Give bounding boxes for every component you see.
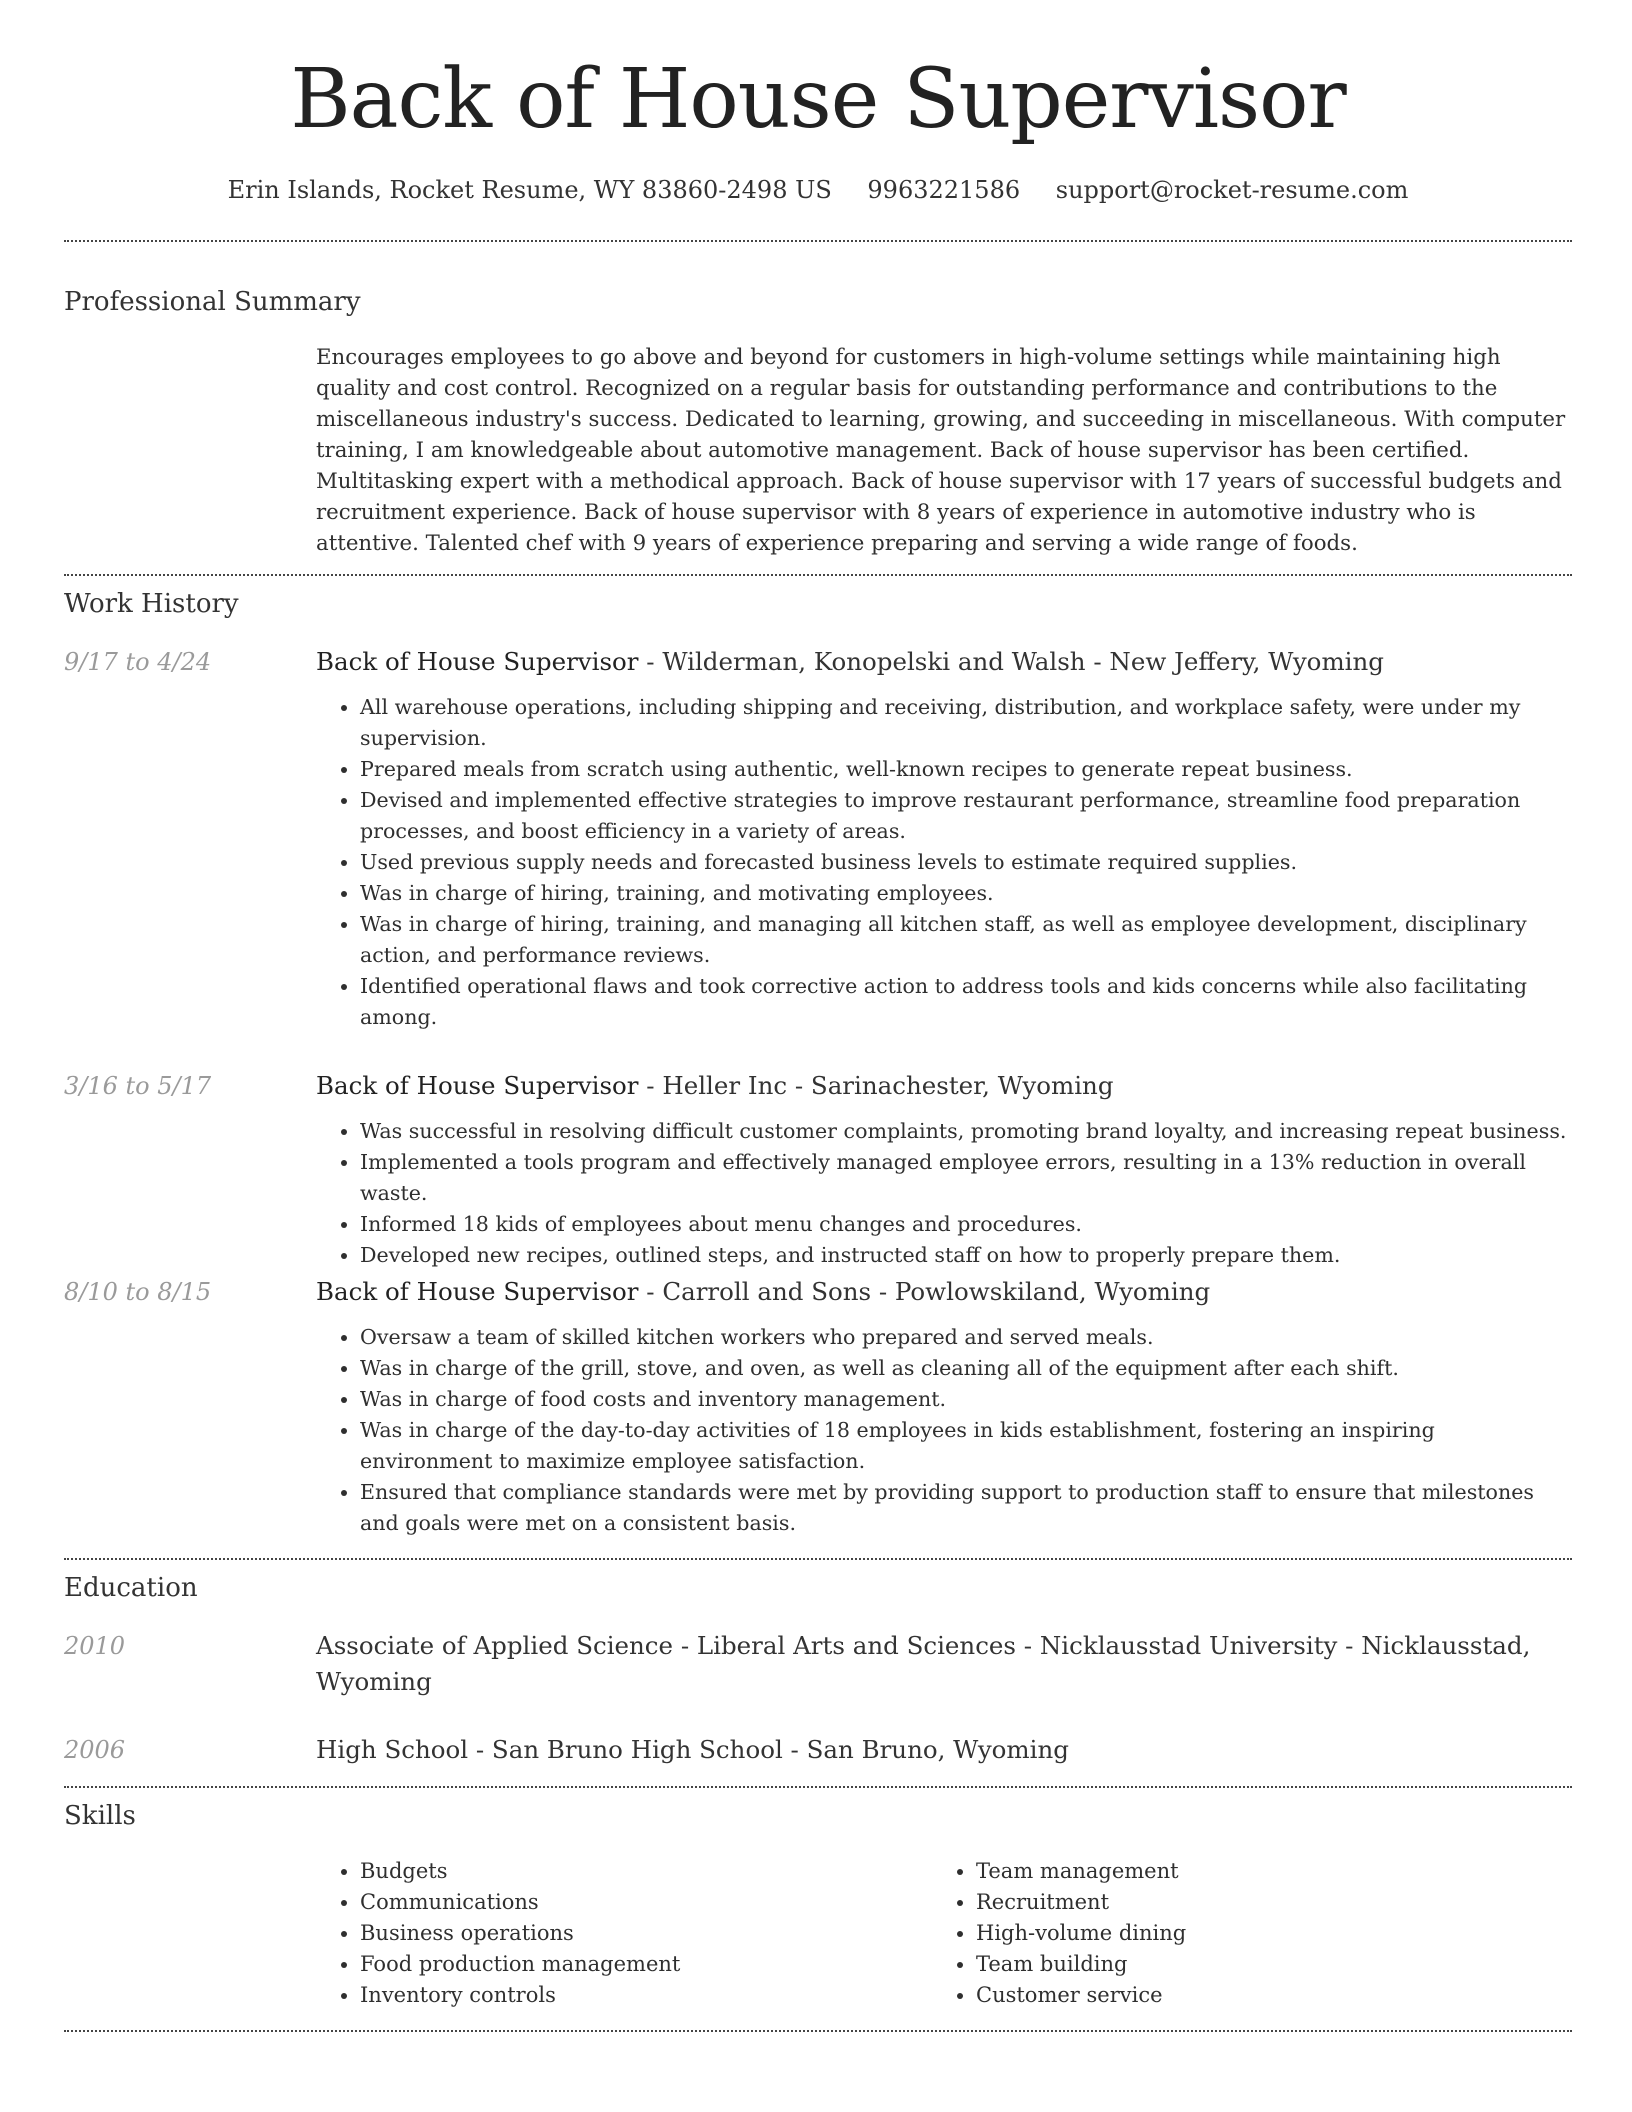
education-degree: High School: [316, 1735, 469, 1764]
candidate-name: Back of House Supervisor: [290, 52, 1346, 147]
education-school: - Nicklausstad University - Nicklausstad, Wyoming: [316, 1631, 1531, 1696]
education-school: - San Bruno High School - San Bruno, Wyoming: [468, 1735, 1069, 1764]
job-bullet: • Identified operational flaws and took corrective action to address tools and kids concerns while also facilitating among.: [360, 971, 1572, 1033]
job-heading: [316, 1274, 1572, 1310]
skill-item: • Food production management: [360, 1949, 916, 1980]
skills-list: [316, 1856, 916, 2011]
skill-item: • Budgets: [360, 1856, 916, 1887]
skills-column-left: [316, 1856, 916, 2011]
job-role: Back of House Supervisor: [316, 1277, 639, 1306]
job-bullet: • Ensured that compliance standards were met by providing support to production staff to ensure that milestones and goals were met on a consistent basis.: [360, 1477, 1572, 1539]
job-entry: [316, 1068, 1572, 1271]
job-bullet: • Informed 18 kids of employees about menu changes and procedures.: [360, 1209, 1572, 1240]
job-employer: - Carroll and Sons - Powlowskiland, Wyoming: [638, 1277, 1211, 1306]
job-bullet: • Was in charge of food costs and inventory management.: [360, 1384, 1572, 1415]
summary-block: [316, 342, 1572, 559]
skill-item: • High-volume dining: [976, 1918, 1532, 1949]
skill-item: • Recruitment: [976, 1887, 1532, 1918]
job-entry: [316, 644, 1572, 1033]
skill-item: • Team management: [976, 1856, 1532, 1887]
education-entry: [316, 1732, 1572, 1768]
section-title-education: Education: [64, 1573, 198, 1603]
divider: [64, 2030, 1572, 2032]
job-dates: 3/16 to 5/17: [64, 1072, 212, 1100]
job-entry: [316, 1274, 1572, 1539]
divider: [64, 574, 1572, 576]
skills-block: [316, 1856, 1572, 2016]
section-title-work: Work History: [64, 589, 239, 619]
education-heading: [316, 1732, 1572, 1768]
job-role: Back of House Supervisor: [316, 1071, 639, 1100]
job-dates: 8/10 to 8/15: [64, 1278, 212, 1306]
job-bullet: • Oversaw a team of skilled kitchen workers who prepared and served meals.: [360, 1322, 1572, 1353]
job-bullet: • Prepared meals from scratch using authentic, well-known recipes to generate repeat business.: [360, 754, 1572, 785]
skill-item: • Team building: [976, 1949, 1532, 1980]
resume-page: [64, 0, 1572, 2112]
job-dates: 9/17 to 4/24: [64, 648, 212, 676]
job-employer: - Wilderman, Konopelski and Walsh - New Jeffery, Wyoming: [638, 647, 1384, 676]
contact-email: support@rocket-resume.com: [1055, 176, 1409, 204]
job-bullets: [316, 692, 1572, 1033]
job-bullet: • Was in charge of the day-to-day activities of 18 employees in kids establishment, fostering an inspiring environment to maximize employee satisfaction.: [360, 1415, 1572, 1477]
section-title-summary: Professional Summary: [64, 287, 361, 317]
skill-item: • Customer service: [976, 1980, 1532, 2011]
job-heading: [316, 1068, 1572, 1104]
job-heading: [316, 644, 1572, 680]
job-role: Back of House Supervisor: [316, 647, 639, 676]
job-bullets: [316, 1116, 1572, 1271]
skill-item: • Inventory controls: [360, 1980, 916, 2011]
skills-column-right: [932, 1856, 1532, 2011]
job-bullet: • Implemented a tools program and effectively managed employee errors, resulting in a 13% reduction in overall waste.: [360, 1147, 1572, 1209]
job-bullet: • All warehouse operations, including shipping and receiving, distribution, and workplace safety, were under my supervision.: [360, 692, 1572, 754]
education-heading: [316, 1628, 1572, 1700]
education-entry: [316, 1628, 1572, 1700]
skill-item: • Business operations: [360, 1918, 916, 1949]
job-bullet: • Used previous supply needs and forecasted business levels to estimate required supplies.: [360, 847, 1572, 878]
education-year: 2010: [64, 1632, 126, 1660]
job-bullet: • Was in charge of the grill, stove, and oven, as well as cleaning all of the equipment after each shift.: [360, 1353, 1572, 1384]
divider: [64, 240, 1572, 242]
section-title-skills: Skills: [64, 1801, 136, 1831]
summary-text: Encourages employees to go above and beyond for customers in high-volume settings while maintaining high quality and cost control. Recognized on a regular basis for outstanding performance and contributions to the miscellaneous industry's success. Dedicated to learning, growing, and succeeding in miscellaneous. With computer training, I am knowledgeable about automotive management. Back of house supervisor has been certified. Multitasking expert with a methodical approach. Back of house supervisor with 17 years of successful budgets and recruitment experience. Back of house supervisor with 8 years of experience in automotive industry who is attentive. Talented chef with 9 years of experience preparing and serving a wide range of foods.: [316, 345, 1566, 556]
job-bullet: • Was in charge of hiring, training, and managing all kitchen staff, as well as employee development, disciplinary action, and performance reviews.: [360, 909, 1572, 971]
job-bullet: • Developed new recipes, outlined steps, and instructed staff on how to properly prepare them.: [360, 1240, 1572, 1271]
contact-phone: 9963221586: [867, 176, 1021, 204]
skill-item: • Communications: [360, 1887, 916, 1918]
contact-line: [64, 170, 1572, 210]
divider: [64, 1786, 1572, 1788]
job-bullet: • Devised and implemented effective strategies to improve restaurant performance, streamline food preparation processes, and boost efficiency in a variety of areas.: [360, 785, 1572, 847]
job-bullets: [316, 1322, 1572, 1539]
job-employer: - Heller Inc - Sarinachester, Wyoming: [638, 1071, 1114, 1100]
education-degree: Associate of Applied Science - Liberal Arts and Sciences: [316, 1631, 1016, 1660]
contact-address: Erin Islands, Rocket Resume, WY 83860-2498 US: [227, 176, 832, 204]
job-bullet: • Was in charge of hiring, training, and motivating employees.: [360, 878, 1572, 909]
job-bullet: • Was successful in resolving difficult customer complaints, promoting brand loyalty, and increasing repeat business.: [360, 1116, 1572, 1147]
skills-list: [932, 1856, 1532, 2011]
education-year: 2006: [64, 1736, 126, 1764]
divider: [64, 1558, 1572, 1560]
